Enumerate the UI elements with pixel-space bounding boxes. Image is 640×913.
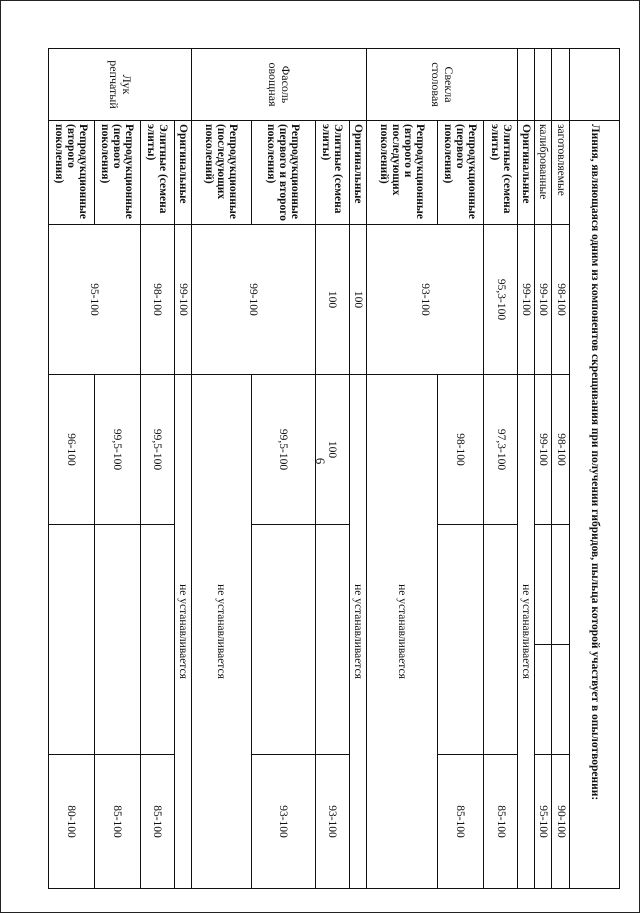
table-row: Репродукционные (первого поколения) 95-100 99,5-100 85-100	[94, 49, 140, 889]
table-row: Репродукционные (последующих поколений) не устанавливается	[192, 49, 252, 889]
table-row: заготовляемые 98-100 98-100 90-100	[552, 49, 569, 889]
table-row: Репродукционные (первого поколения) 93-100 98-100 85-100	[438, 49, 484, 889]
table-row: калиброванные 99-100 99-100 95-100	[535, 49, 552, 889]
table-row: Репродукционные (второго поколения) 96-100 80-100	[49, 49, 95, 889]
crop-beet: Свекла столовая	[367, 49, 518, 121]
table-row: Элитные (семена элиты) 100 100 93-100	[315, 49, 349, 889]
table-row: Элитные (семена элиты) 98-100 99,5-100 85-100	[140, 49, 174, 889]
table-row: Свекла столовая Элитные (семена элиты) 95,3-100 97,3-100 85-100	[483, 49, 517, 889]
header-cell: Линия, являющаяся одним из компонентов скрещивания при получении гибридов, пыльца которой участвует в опылотворении:	[569, 121, 619, 889]
table-row: Репродукционные (второго и последующих поколений) не устанавливается	[367, 49, 438, 889]
table-row: Репродукционные (первого и второго поколения) 99-100 99,5-100 93-100	[251, 49, 315, 889]
page-number: 6	[313, 457, 328, 465]
seed-quality-table	[48, 48, 620, 889]
crop-bean: Фасоль овощная	[192, 49, 367, 121]
table-row-header	[569, 49, 619, 889]
crop-onion: Лук репчатый	[49, 49, 192, 121]
table-row: Фасоль овощная Оригинальные 100 не устанавливается	[350, 49, 367, 889]
table-row: Оригинальные 99-100 не устанавливается	[518, 49, 535, 889]
rotated-table-wrapper	[48, 48, 620, 888]
table-row: Лук репчатый Оригинальные 99-100 не устанавливается	[174, 49, 191, 889]
